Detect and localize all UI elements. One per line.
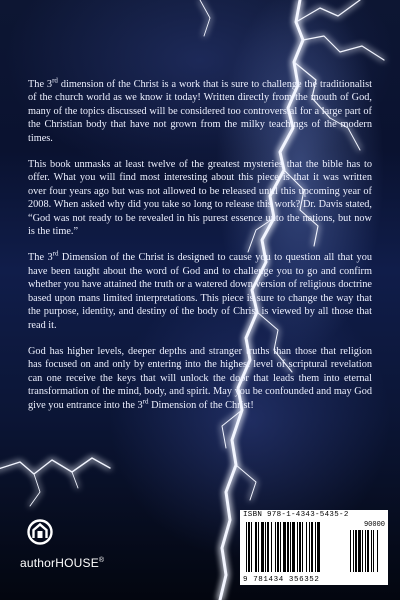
paragraph-text: dimension of the Christ is a work that is sure to challenge the traditionalist of the church world as we know it today! Written directly from the mouth of God, many of the topics discussed will be considered too controversial for a large part of the Christian body that have not grown from the milky teachings of the modern times. <box>28 79 373 144</box>
paragraph-text: The 3 <box>28 252 53 264</box>
ordinal-suffix: rd <box>142 397 149 406</box>
blurb-paragraph <box>28 251 372 331</box>
paragraph-text: God has higher levels, deeper depths and stranger truths than those that religion has focused on and only by entering into the highest level of scriptural revelation can one receive the keys that will unlock the door that leads them into eternal transformation of the mind, body, and spirit. May you be confounded and may God give you entrance into the 3 <box>28 345 372 411</box>
ordinal-suffix: rd <box>52 250 59 259</box>
registered-mark: ® <box>98 557 105 564</box>
blurb-text <box>28 78 372 425</box>
ordinal-suffix: rd <box>52 76 58 85</box>
blurb-paragraph <box>28 345 372 412</box>
paragraph-text: Dimension of the Christ is designed to cause you to question all that you have been taught about the word of God and to challenge you to go and confirm whether you have attained the truth or a watered down version of religious doctrine based upon mans limited interpretations. This piece is sure to change the way that the purpose, identity, and destiny of the body of Christ is viewed by all those that read it. <box>28 252 373 331</box>
paragraph-text: The 3 <box>28 79 53 90</box>
barcode-bars <box>240 510 388 585</box>
blurb-paragraph: This book unmasks at least twelve of the greatest mysteries that the bible has to offer. What you will find most interesting about this piece is that it was written over four years ago but was not allowed to be released until this upcoming year of 2008. When asked why did you take so long to release this work? Dr. Davis stated, “God was not ready to be revealed in his purest essence unto the nations, but now is the time.” <box>28 159 372 238</box>
isbn-text: ISBN 978-1-4343-5435-2 <box>243 511 349 519</box>
blurb-paragraph <box>28 78 372 145</box>
paragraph-text: Dimension of the Christ! <box>148 399 254 411</box>
barcode-digits: 9 781434 356352 <box>243 576 320 584</box>
publisher-name <box>20 556 104 570</box>
publisher-wordmark: authorHOUSE <box>20 556 99 570</box>
isbn-barcode <box>240 510 388 585</box>
price-code: 90000 <box>363 521 385 529</box>
